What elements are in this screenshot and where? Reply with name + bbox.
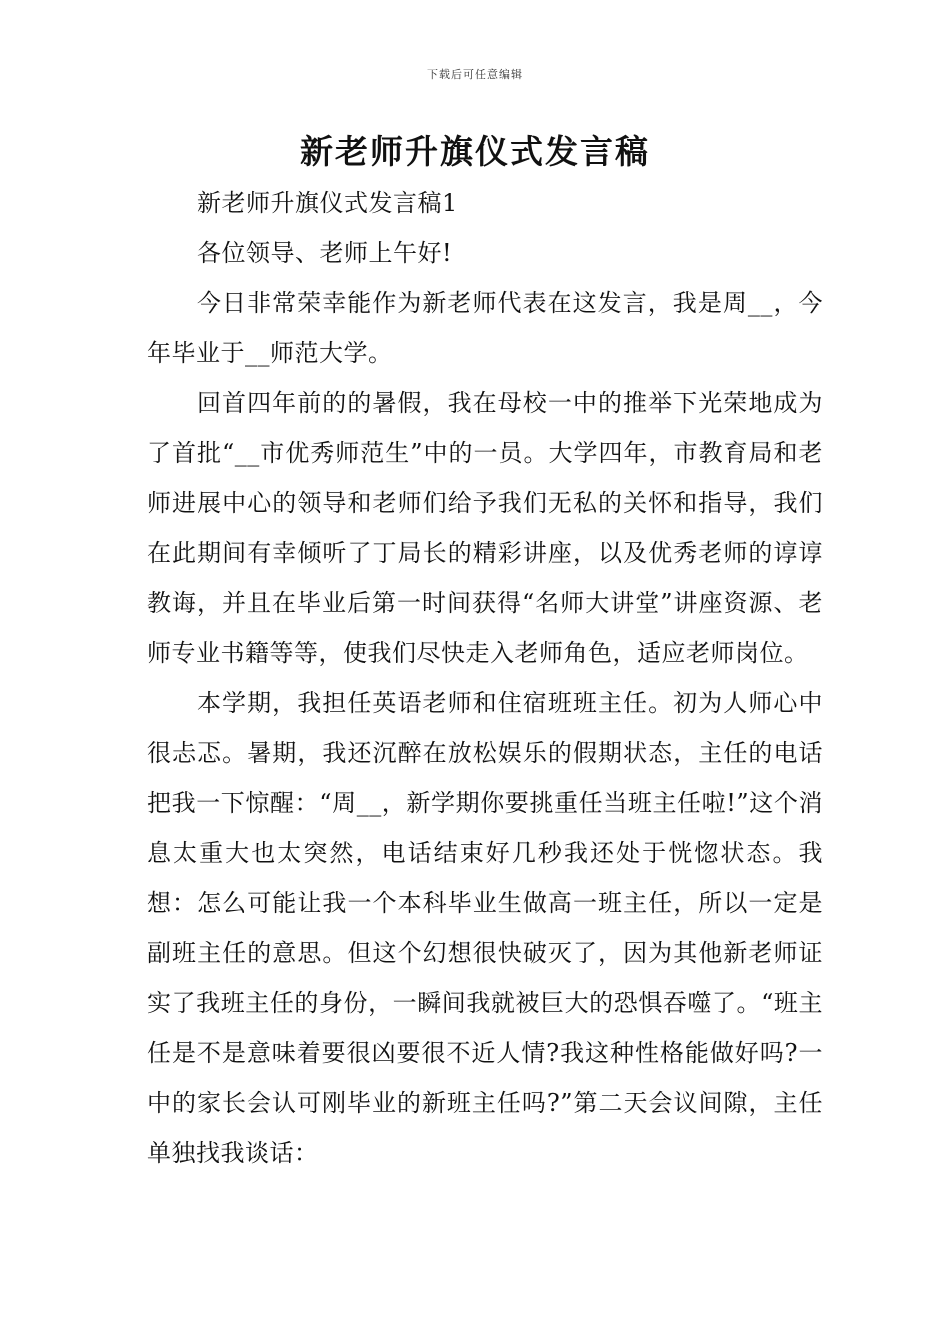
subtitle-paragraph: 新老师升旗仪式发言稿1 bbox=[197, 189, 458, 217]
body-paragraph: 今日非常荣幸能作为新老师代表在这发言，我是周__，今年毕业于__师范大学。 bbox=[147, 289, 823, 367]
body-paragraph: 本学期，我担任英语老师和住宿班班主任。初为人师心中很忐忑。暑期，我还沉醉在放松娱乐的假期状态，主任的电话把我一下惊醒：“周__，新学期你要挑重任当班主任啦!”这个消息太重大也太突然，电话结束好几秒我还处于恍惚状态。我想：怎么可能让我一个本科毕业生做高一班主任，所以一定是副班主任的意思。但这个幻想很快破灭了，因为其他新老师证实了我班主任的身份，一瞬间我就被巨大的恐惧吞噬了。“班主任是不是意味着要很凶要很不近人情?我这种性格能做好吗?一中的家长会认可刚毕业的新班主任吗?”第二天会议间隙，主任单独找我谈话： bbox=[147, 689, 823, 1167]
body-paragraph: 回首四年前的的暑假，我在母校一中的推举下光荣地成为了首批“__市优秀师范生”中的一员。大学四年，市教育局和老师进展中心的领导和老师们给予我们无私的关怀和指导，我们在此期间有幸倾听了丁局长的精彩讲座，以及优秀老师的谆谆教诲，并且在毕业后第一时间获得“名师大讲堂”讲座资源、老师专业书籍等等，使我们尽快走入老师角色，适应老师岗位。 bbox=[147, 389, 823, 667]
greeting-paragraph: 各位领导、老师上午好! bbox=[197, 239, 453, 267]
page-title: 新老师升旗仪式发言稿 bbox=[300, 132, 650, 171]
document-body bbox=[147, 178, 823, 1178]
header-note: 下载后可任意编辑 bbox=[427, 68, 523, 81]
